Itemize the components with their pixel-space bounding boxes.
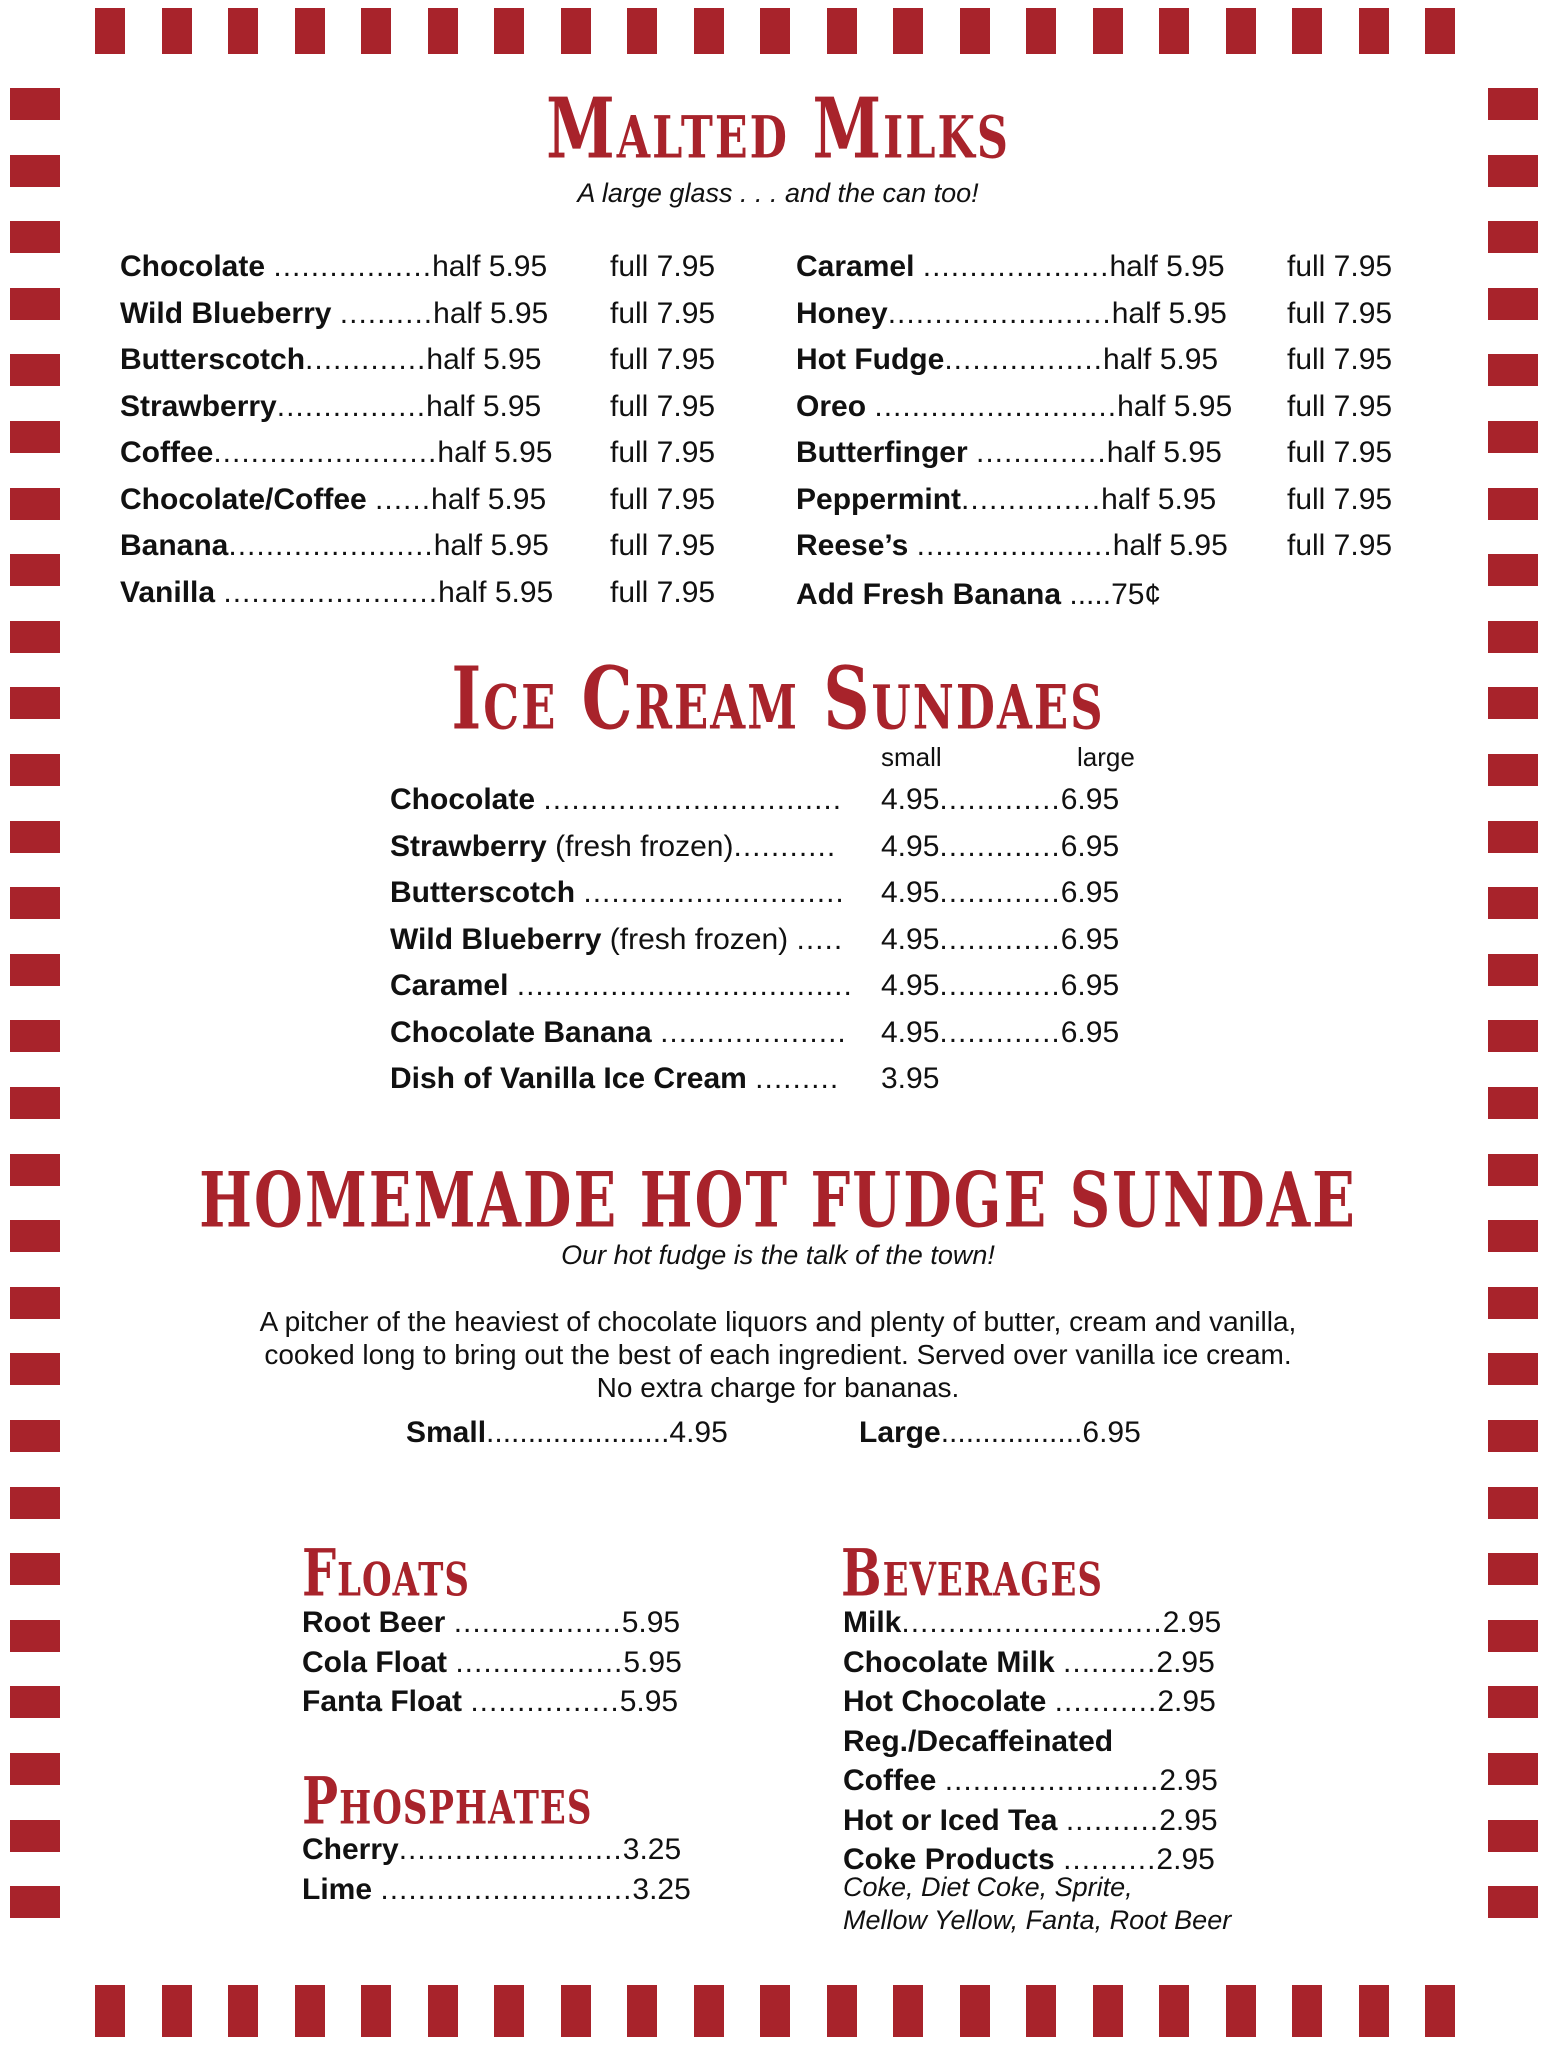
- full-price: full 7.95: [610, 250, 716, 283]
- border-stripe-right: [1488, 1420, 1538, 1452]
- malted-item: [796, 433, 1222, 473]
- list-item: [843, 1722, 1113, 1762]
- list-item: [843, 1801, 1218, 1841]
- item-name: Hot or Iced Tea: [843, 1803, 1066, 1837]
- item-name: Butterscotch: [390, 876, 584, 909]
- hot-fudge-large: [859, 1413, 1141, 1453]
- item-name: Butterscotch: [120, 343, 306, 376]
- sundaes-small-header: small: [881, 742, 942, 772]
- malted-full-price-cell: [610, 433, 715, 473]
- hot-fudge-description: [180, 1305, 1376, 1404]
- item-price: 2.95: [1157, 1685, 1216, 1718]
- border-stripe-right: [1488, 421, 1538, 453]
- floats-title: Floats: [302, 1536, 470, 1612]
- sundaes-title: Ice Cream Sundaes: [451, 648, 1105, 751]
- sundae-item: [390, 780, 842, 820]
- item-price: 2.95: [1162, 1606, 1222, 1639]
- item-name: Vanilla: [120, 575, 224, 609]
- half-price: half 5.95: [1106, 436, 1222, 469]
- full-price: full 7.95: [610, 436, 716, 469]
- border-stripe-left: [10, 1553, 60, 1585]
- small-price: 3.95: [881, 1062, 940, 1095]
- item-price: 5.95: [619, 1685, 679, 1718]
- leader-dots: ...........: [1054, 1685, 1158, 1718]
- border-stripe-top: [561, 8, 591, 54]
- border-stripe-top: [494, 8, 524, 54]
- item-name: Butterfinger: [796, 436, 976, 469]
- item-name: Wild Blueberry: [120, 296, 340, 330]
- item-name: Coke Products: [843, 1843, 1064, 1876]
- full-price: full 7.95: [1287, 250, 1393, 283]
- malted-full-price-cell: [610, 573, 715, 613]
- item-name: Fanta Float: [302, 1685, 471, 1718]
- item-name: Banana: [120, 529, 229, 562]
- half-price: half 5.95: [1101, 482, 1217, 516]
- border-stripe-top: [295, 8, 325, 54]
- half-price: half 5.95: [438, 575, 554, 609]
- border-stripe-left: [10, 754, 60, 786]
- large-label: Large: [859, 1416, 941, 1449]
- item-name: Reese’s: [796, 529, 917, 562]
- leader-dots: ............................: [901, 1606, 1163, 1639]
- item-price: 2.95: [1159, 1764, 1218, 1797]
- border-stripe-top: [228, 8, 258, 54]
- border-stripe-top: [1093, 8, 1123, 54]
- leader-dots: ....................: [922, 250, 1110, 283]
- item-name: Milk: [843, 1606, 902, 1639]
- border-stripe-right: [1488, 1620, 1538, 1652]
- sundae-prices: [881, 1013, 1119, 1053]
- item-name: Wild Blueberry: [390, 922, 602, 956]
- full-price: full 7.95: [1287, 436, 1393, 469]
- sundae-prices: [881, 780, 1119, 820]
- border-stripe-bottom: [228, 1985, 258, 2037]
- list-item: [302, 1603, 680, 1643]
- list-item: [843, 1682, 1216, 1722]
- full-price: full 7.95: [610, 343, 716, 376]
- border-stripe-bottom: [1292, 1985, 1322, 2037]
- leader-dots: .............: [939, 1015, 1061, 1049]
- border-stripe-left: [10, 421, 60, 453]
- large-price: 6.95: [1060, 922, 1120, 956]
- sundae-item: [390, 966, 853, 1006]
- half-price: half 5.95: [431, 482, 547, 516]
- leader-dots: .......................: [223, 575, 439, 609]
- leader-dots: ................: [276, 389, 427, 423]
- item-name: Hot Fudge: [796, 343, 945, 376]
- description-line-3: No extra charge for bananas.: [596, 1372, 960, 1403]
- border-stripe-right: [1488, 288, 1538, 320]
- border-stripe-right: [1488, 754, 1538, 786]
- half-price: half 5.95: [426, 343, 542, 376]
- border-stripe-bottom: [827, 1985, 857, 2037]
- leader-dots: ........................: [887, 296, 1112, 330]
- border-stripe-right: [1488, 1686, 1538, 1718]
- large-price: 6.95: [1060, 969, 1120, 1002]
- item-name: Strawberry: [120, 389, 277, 423]
- list-item: [302, 1870, 691, 1910]
- leader-dots: ......: [375, 482, 432, 516]
- malted-full-price-cell: [610, 247, 715, 287]
- add-banana-label: Add Fresh Banana: [796, 578, 1070, 611]
- malted-full-price-cell: [610, 480, 715, 520]
- border-stripe-top: [1159, 8, 1189, 54]
- border-stripe-bottom: [1359, 1985, 1389, 2037]
- small-price: 4.95: [881, 922, 940, 956]
- border-stripe-left: [10, 1820, 60, 1852]
- list-item: [302, 1682, 678, 1722]
- border-stripe-right: [1488, 1886, 1538, 1918]
- border-stripe-left: [10, 1087, 60, 1119]
- border-stripe-top: [960, 8, 990, 54]
- border-stripe-left: [10, 1487, 60, 1519]
- item-note: (fresh frozen): [601, 922, 797, 956]
- hot-fudge-subtitle: Our hot fudge is the talk of the town!: [561, 1240, 995, 1270]
- border-stripe-bottom: [1226, 1985, 1256, 2037]
- large-price: 6.95: [1060, 783, 1120, 816]
- sundae-prices: [881, 1059, 939, 1099]
- malted-item: [120, 526, 549, 566]
- border-stripe-right: [1488, 821, 1538, 853]
- leader-dots: ................................: [543, 783, 843, 816]
- border-stripe-right: [1488, 954, 1538, 986]
- border-stripe-right: [1488, 1753, 1538, 1785]
- border-stripe-left: [10, 488, 60, 520]
- leader-dots: ...........................: [380, 1872, 633, 1906]
- border-stripe-right: [1488, 1553, 1538, 1585]
- leader-dots: ..........................: [874, 389, 1118, 423]
- small-price: 4.95: [881, 783, 940, 816]
- leader-dots: ....................................: [516, 969, 853, 1002]
- border-stripe-bottom: [760, 1985, 790, 2037]
- border-stripe-left: [10, 1686, 60, 1718]
- leader-dots: ...............: [961, 482, 1102, 516]
- sundae-item: [390, 827, 836, 867]
- item-price: 3.25: [632, 1872, 691, 1906]
- border-stripe-right: [1488, 887, 1538, 919]
- item-price: 2.95: [1159, 1803, 1218, 1837]
- border-stripe-right: [1488, 1020, 1538, 1052]
- item-name: Hot Chocolate: [843, 1685, 1055, 1718]
- malted-item: [120, 480, 546, 520]
- leader-dots: ......................: [228, 529, 434, 562]
- leader-dots: .................: [944, 343, 1104, 376]
- leader-dots: .............: [939, 876, 1061, 909]
- small-price: ......................4.95: [486, 1416, 728, 1449]
- item-name: Chocolate Milk: [843, 1645, 1064, 1679]
- item-name: Chocolate: [120, 250, 274, 283]
- item-note: (fresh frozen): [546, 829, 734, 863]
- half-price: half 5.95: [437, 436, 553, 469]
- leader-dots: .......................: [944, 1764, 1160, 1797]
- phosphates-title: Phosphates: [302, 1764, 593, 1840]
- item-name: Caramel: [390, 969, 517, 1002]
- border-stripe-bottom: [494, 1985, 524, 2037]
- item-price: 2.95: [1156, 1843, 1215, 1876]
- item-name: Root Beer: [302, 1606, 454, 1639]
- large-price: 6.95: [1060, 829, 1120, 863]
- leader-dots: ...........: [733, 829, 837, 863]
- item-name: Lime: [302, 1872, 381, 1906]
- border-stripe-bottom: [428, 1985, 458, 2037]
- leader-dots: .............: [939, 783, 1061, 816]
- malted-item: [120, 247, 547, 287]
- malted-item: [120, 433, 552, 473]
- border-stripe-left: [10, 554, 60, 586]
- malted-item: [120, 573, 553, 613]
- half-price: half 5.95: [1111, 296, 1227, 330]
- small-label: Small: [406, 1416, 487, 1449]
- border-stripe-top: [95, 8, 125, 54]
- coke-products-note: [843, 1871, 1231, 1937]
- border-stripe-bottom: [561, 1985, 591, 2037]
- list-item: [843, 1643, 1215, 1683]
- border-stripe-right: [1488, 554, 1538, 586]
- border-stripe-bottom: [1093, 1985, 1123, 2037]
- leader-dots: .....................: [916, 529, 1113, 562]
- description-line-1: A pitcher of the heaviest of chocolate liquors and plenty of butter, cream and vanilla,: [259, 1306, 1297, 1337]
- item-name: Coffee: [120, 436, 214, 469]
- border-stripe-right: [1488, 1487, 1538, 1519]
- malted-item: [796, 294, 1227, 334]
- border-stripe-top: [1292, 8, 1322, 54]
- malted-full-price-cell: [1287, 340, 1392, 380]
- border-stripe-top: [1425, 8, 1455, 54]
- border-stripe-right: [1488, 221, 1538, 253]
- half-price: half 5.95: [432, 250, 548, 283]
- small-price: 4.95: [881, 969, 940, 1002]
- malted-full-price-cell: [1287, 294, 1392, 334]
- border-stripe-left: [10, 288, 60, 320]
- small-price: 4.95: [881, 1015, 940, 1049]
- full-price: full 7.95: [610, 389, 716, 423]
- border-stripe-top: [827, 8, 857, 54]
- half-price: half 5.95: [1117, 389, 1233, 423]
- border-stripe-left: [10, 1020, 60, 1052]
- full-price: full 7.95: [610, 529, 716, 562]
- malted-item: [796, 247, 1225, 287]
- border-stripe-bottom: [1026, 1985, 1056, 2037]
- malted-full-price-cell: [1287, 480, 1392, 520]
- add-banana-row: [796, 575, 1161, 615]
- leader-dots: ..................: [453, 1606, 622, 1639]
- malted-item: [120, 294, 548, 334]
- border-stripe-top: [760, 8, 790, 54]
- malted-full-price-cell: [610, 387, 715, 427]
- malted-full-price-cell: [1287, 387, 1392, 427]
- leader-dots: .............: [939, 969, 1061, 1002]
- malted-milks-subtitle: A large glass . . . and the can too!: [577, 178, 979, 208]
- sundaes-large-header: large: [1077, 742, 1135, 772]
- border-stripe-top: [694, 8, 724, 54]
- full-price: full 7.95: [1287, 529, 1393, 562]
- border-stripe-top: [627, 8, 657, 54]
- sundae-prices: [881, 873, 1119, 913]
- border-stripe-bottom: [893, 1985, 923, 2037]
- border-stripe-right: [1488, 1820, 1538, 1852]
- large-price: 6.95: [1060, 876, 1120, 909]
- border-stripe-top: [162, 8, 192, 54]
- item-name: Dish of Vanilla Ice Cream: [390, 1062, 756, 1095]
- border-stripe-top: [893, 8, 923, 54]
- item-name: Chocolate Banana: [390, 1015, 661, 1049]
- item-name: Cherry: [302, 1833, 399, 1866]
- item-price: 5.95: [623, 1645, 682, 1679]
- small-price: 4.95: [881, 876, 940, 909]
- malted-item: [120, 340, 541, 380]
- half-price: half 5.95: [426, 389, 542, 423]
- border-stripe-bottom: [162, 1985, 192, 2037]
- malted-full-price-cell: [1287, 247, 1392, 287]
- border-stripe-top: [1026, 8, 1056, 54]
- leader-dots: ................: [470, 1685, 620, 1718]
- leader-dots: ..........: [1065, 1803, 1160, 1837]
- item-name: Caramel: [796, 250, 923, 283]
- item-price: 2.95: [1156, 1645, 1215, 1679]
- border-stripe-left: [10, 1287, 60, 1319]
- malted-item: [796, 480, 1216, 520]
- large-price: .................6.95: [940, 1416, 1141, 1449]
- full-price: full 7.95: [610, 575, 716, 609]
- leader-dots: .........: [755, 1062, 840, 1095]
- border-stripe-right: [1488, 354, 1538, 386]
- sundae-item: [390, 1013, 847, 1053]
- malted-item: [796, 387, 1232, 427]
- border-stripe-right: [1488, 488, 1538, 520]
- coke-note-line-1: Coke, Diet Coke, Sprite,: [843, 1872, 1133, 1902]
- sundae-prices: [881, 827, 1119, 867]
- sundae-prices: [881, 920, 1119, 960]
- small-price: 4.95: [881, 829, 940, 863]
- half-price: half 5.95: [433, 529, 549, 562]
- item-price: 3.25: [622, 1833, 682, 1866]
- add-banana-price: .....75¢: [1069, 578, 1162, 611]
- leader-dots: ..........: [1063, 1843, 1157, 1876]
- leader-dots: ..................: [455, 1645, 624, 1679]
- sundae-item: [390, 1059, 839, 1099]
- beverages-title: Beverages: [841, 1536, 1103, 1612]
- item-name: Honey: [796, 296, 888, 330]
- large-price: 6.95: [1060, 1015, 1120, 1049]
- item-name: Cola Float: [302, 1645, 456, 1679]
- half-price: half 5.95: [1103, 343, 1219, 376]
- malted-full-price-cell: [610, 294, 715, 334]
- border-stripe-top: [428, 8, 458, 54]
- full-price: full 7.95: [1287, 343, 1393, 376]
- half-price: half 5.95: [1109, 250, 1225, 283]
- item-name: Coffee: [843, 1764, 945, 1797]
- list-item: [302, 1830, 681, 1870]
- border-stripe-right: [1488, 1087, 1538, 1119]
- border-stripe-left: [10, 821, 60, 853]
- border-stripe-bottom: [1159, 1985, 1189, 2037]
- list-item: [302, 1643, 682, 1683]
- item-name: Reg./Decaffeinated: [843, 1724, 1114, 1758]
- leader-dots: .....: [796, 922, 844, 956]
- border-stripe-left: [10, 1886, 60, 1918]
- border-stripe-right: [1488, 1353, 1538, 1385]
- item-name: Peppermint: [796, 482, 962, 516]
- border-stripe-left: [10, 1353, 60, 1385]
- item-name: Chocolate/Coffee: [120, 482, 376, 516]
- leader-dots: .............: [939, 829, 1061, 863]
- half-price: half 5.95: [1112, 529, 1228, 562]
- sundae-item: [390, 873, 845, 913]
- full-price: full 7.95: [1287, 296, 1393, 330]
- description-line-2: cooked long to bring out the best of each ingredient. Served over vanilla ice cream.: [264, 1339, 1292, 1370]
- malted-milks-title: Malted Milks: [546, 79, 1010, 178]
- malted-full-price-cell: [1287, 526, 1392, 566]
- border-stripe-left: [10, 954, 60, 986]
- border-stripe-bottom: [361, 1985, 391, 2037]
- full-price: full 7.95: [610, 296, 716, 330]
- full-price: full 7.95: [1287, 389, 1393, 423]
- item-name: Strawberry: [390, 829, 547, 863]
- border-stripe-left: [10, 354, 60, 386]
- leader-dots: .............: [939, 922, 1061, 956]
- sundae-item: [390, 920, 843, 960]
- border-stripe-bottom: [1425, 1985, 1455, 2037]
- hot-fudge-small: [406, 1413, 728, 1453]
- sundae-prices: [881, 966, 1119, 1006]
- coke-note-line-2: Mellow Yellow, Fanta, Root Beer: [843, 1905, 1232, 1935]
- border-stripe-top: [1359, 8, 1389, 54]
- border-stripe-bottom: [960, 1985, 990, 2037]
- border-stripe-left: [10, 887, 60, 919]
- border-stripe-bottom: [694, 1985, 724, 2037]
- half-price: half 5.95: [433, 296, 549, 330]
- leader-dots: .................: [273, 250, 433, 283]
- border-stripe-bottom: [295, 1985, 325, 2037]
- border-stripe-left: [10, 1620, 60, 1652]
- hot-fudge-title: HOMEMADE HOT FUDGE SUNDAE: [199, 1156, 1357, 1246]
- border-stripe-bottom: [627, 1985, 657, 2037]
- border-stripe-top: [1226, 8, 1256, 54]
- item-name: Chocolate: [390, 783, 544, 816]
- border-stripe-left: [10, 1420, 60, 1452]
- leader-dots: ............................: [583, 876, 845, 909]
- leader-dots: ........................: [398, 1833, 623, 1866]
- item-price: 5.95: [621, 1606, 681, 1639]
- leader-dots: ..........: [339, 296, 434, 330]
- border-stripe-left: [10, 1753, 60, 1785]
- border-stripe-bottom: [95, 1985, 125, 2037]
- leader-dots: .............: [305, 343, 427, 376]
- malted-item: [120, 387, 541, 427]
- leader-dots: ........................: [213, 436, 438, 469]
- item-name: Oreo: [796, 389, 875, 423]
- malted-item: [796, 526, 1228, 566]
- full-price: full 7.95: [1287, 482, 1393, 516]
- border-stripe-right: [1488, 1287, 1538, 1319]
- leader-dots: ..........: [1063, 1645, 1157, 1679]
- full-price: full 7.95: [610, 482, 716, 516]
- malted-full-price-cell: [610, 340, 715, 380]
- border-stripe-left: [10, 221, 60, 253]
- malted-full-price-cell: [1287, 433, 1392, 473]
- malted-full-price-cell: [610, 526, 715, 566]
- list-item: [843, 1603, 1221, 1643]
- list-item: [843, 1761, 1218, 1801]
- malted-item: [796, 340, 1218, 380]
- border-stripe-top: [361, 8, 391, 54]
- leader-dots: ....................: [660, 1015, 847, 1049]
- leader-dots: ..............: [976, 436, 1107, 469]
